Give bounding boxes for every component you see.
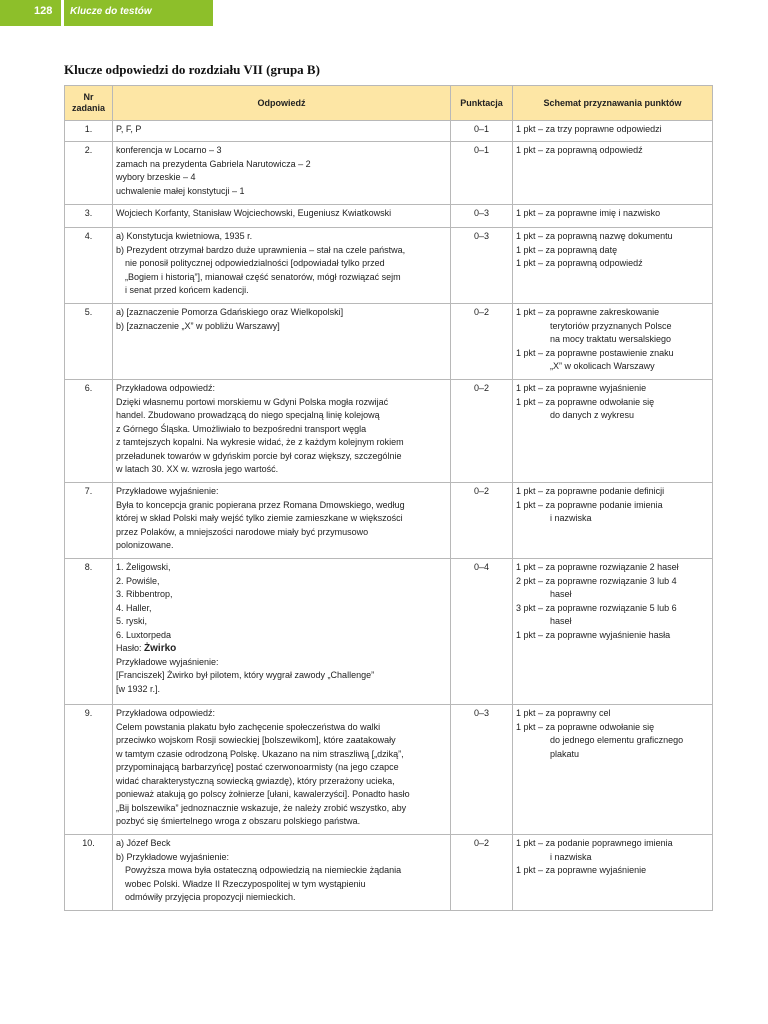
- scheme-cell: 1 pkt – za poprawne rozwiązanie 2 haseł 2 pkt – za poprawne rozwiązanie 3 lub 4 haseł 3 pkt – za poprawne rozwiązanie 5 lub 6 haseł 1 pkt – za poprawne wyjaśnienie hasła: [513, 559, 713, 705]
- table-row: [65, 835, 713, 911]
- task-number: 8.: [65, 559, 113, 705]
- table-row: [65, 228, 713, 304]
- points-cell: 0–2: [451, 304, 513, 380]
- page-number: 128: [34, 5, 53, 17]
- answer-cell: P, F, P: [113, 121, 451, 142]
- scheme-cell: 1 pkt – za trzy poprawne odpowiedzi: [513, 121, 713, 142]
- section-title: Klucze do testów: [70, 6, 152, 17]
- document-title: Klucze odpowiedzi do rozdziału VII (grupa B): [64, 62, 320, 77]
- answer-cell: a) Józef Beck b) Przykładowe wyjaśnienie: Powyższa mowa była ostateczną odpowiedzią na niemieckie żądania wobec Polski. Władze II Rzeczypospolitej w tym wystąpieniu odmówiły przyjęcia propozycji niemieckich.: [113, 835, 451, 911]
- header-divider: [61, 0, 64, 26]
- answer-cell: Przykładowa odpowiedź: Dzięki własnemu portowi morskiemu w Gdyni Polska mogła rozwijać handel. Zbudowano prowadzącą do niego specjalną linię kolejową z Górnego Śląska. Umożliwiało to bezpośredni transport węgla z tamtejszych kopalni. Na wykresie widać, że z każdym kolejnym rokiem przeładunek towarów w gdyńskim porcie był coraz większy, szczególnie w latach 30. XX w. wzrosła jego wartość.: [113, 380, 451, 483]
- answer-cell: a) Konstytucja kwietniowa, 1935 r. b) Prezydent otrzymał bardzo duże uprawnienia – stał na czele państwa, nie ponosił politycznej odpowiedzialności [odpowiadał tylko przed „Bogiem i historią”], mianował część senatorów, mógł rozwiązać sejm i senat przed końcem kadencji.: [113, 228, 451, 304]
- col-header-scheme: Schemat przyznawania punktów: [513, 86, 713, 121]
- table-row: [65, 205, 713, 228]
- points-cell: 0–3: [451, 205, 513, 228]
- answer-cell: konferencja w Locarno – 3 zamach na prezydenta Gabriela Narutowicza – 2 wybory brzeskie – 4 uchwalenie małej konstytucji – 1: [113, 142, 451, 205]
- task-number: 1.: [65, 121, 113, 142]
- table-row: [65, 705, 713, 835]
- task-number: 6.: [65, 380, 113, 483]
- task-number: 4.: [65, 228, 113, 304]
- col-header-nr: Nr zadania: [65, 86, 113, 121]
- col-header-answer: Odpowiedź: [113, 86, 451, 121]
- points-cell: 0–4: [451, 559, 513, 705]
- scheme-cell: 1 pkt – za poprawny cel 1 pkt – za poprawne odwołanie się do jednego elementu graficznego plakatu: [513, 705, 713, 835]
- points-cell: 0–2: [451, 483, 513, 559]
- points-cell: 0–3: [451, 228, 513, 304]
- scheme-cell: 1 pkt – za poprawne podanie definicji 1 pkt – za poprawne podanie imienia i nazwiska: [513, 483, 713, 559]
- hint-word: Żwirko: [144, 643, 177, 654]
- scheme-cell: 1 pkt – za podanie poprawnego imienia i nazwiska 1 pkt – za poprawne wyjaśnienie: [513, 835, 713, 911]
- task-number: 7.: [65, 483, 113, 559]
- hint-line: [116, 642, 447, 656]
- answer-cell: a) [zaznaczenie Pomorza Gdańskiego oraz Wielkopolski] b) [zaznaczenie „X” w pobliżu Warszawy]: [113, 304, 451, 380]
- table-row: [65, 121, 713, 142]
- answer-key-table: [64, 85, 713, 911]
- table-row: [65, 304, 713, 380]
- answer-cell: Wojciech Korfanty, Stanisław Wojciechowski, Eugeniusz Kwiatkowski: [113, 205, 451, 228]
- points-cell: 0–1: [451, 142, 513, 205]
- answer-cell: Przykładowe wyjaśnienie: Była to koncepcja granic popierana przez Romana Dmowskiego, według której w skład Polski mały wejść tylko ziemie zamieszkane w większości przez Polaków, a mniejszości narodowe miały być przymusowo polonizowane.: [113, 483, 451, 559]
- table-header-row: [65, 86, 713, 121]
- table-row: [65, 142, 713, 205]
- header-band: [0, 0, 213, 26]
- col-header-points: Punktacja: [451, 86, 513, 121]
- table-row: [65, 559, 713, 705]
- task-number: 2.: [65, 142, 113, 205]
- points-cell: 0–3: [451, 705, 513, 835]
- table-row: [65, 380, 713, 483]
- task-number: 9.: [65, 705, 113, 835]
- hint-label: Hasło:: [116, 643, 142, 653]
- scheme-cell: 1 pkt – za poprawne zakreskowanie terytoriów przyznanych Polsce na mocy traktatu wersalskiego 1 pkt – za poprawne postawienie znaku „X” w okolicach Warszawy: [513, 304, 713, 380]
- task-number: 5.: [65, 304, 113, 380]
- points-cell: 0–2: [451, 835, 513, 911]
- scheme-cell: 1 pkt – za poprawną odpowiedź: [513, 142, 713, 205]
- points-cell: 0–1: [451, 121, 513, 142]
- scheme-cell: 1 pkt – za poprawne wyjaśnienie 1 pkt – za poprawne odwołanie się do danych z wykresu: [513, 380, 713, 483]
- scheme-cell: 1 pkt – za poprawną nazwę dokumentu 1 pkt – za poprawną datę 1 pkt – za poprawną odpowiedź: [513, 228, 713, 304]
- points-cell: 0–2: [451, 380, 513, 483]
- task-number: 10.: [65, 835, 113, 911]
- table-row: [65, 483, 713, 559]
- task-number: 3.: [65, 205, 113, 228]
- answer-cell: 1. Żeligowski, 2. Powiśle, 3. Ribbentrop, 4. Haller, 5. ryski, 6. Luxtorpeda Hasło: Żwirko Przykładowe wyjaśnienie: [Franciszek] Żwirko był pilotem, który wygrał zawody „Challenge” [w 1932 r.].: [113, 559, 451, 705]
- scheme-cell: 1 pkt – za poprawne imię i nazwisko: [513, 205, 713, 228]
- answer-cell: Przykładowa odpowiedź: Celem powstania plakatu było zachęcenie społeczeństwa do walki przeciwko wojskom Rosji sowieckiej [bolszewikom], które zaatakowały w tamtym czasie odrodzoną Polskę. Ukazano na nim straszliwą [„dziką”, przypominającą barbarzyńcę] postać czerwonoarmisty (na jego czapce widać charakterystyczną sowiecką gwiazdę), który przerażony ucieka, ponieważ atakują go polscy żołnierze [ułani, kawalerzyści]. Ponadto hasło „Bij bolszewika” jednoznacznie wskazuje, że należy zrobić wszystko, aby pozbyć się śmiertelnego wroga z obszaru polskiego państwa.: [113, 705, 451, 835]
